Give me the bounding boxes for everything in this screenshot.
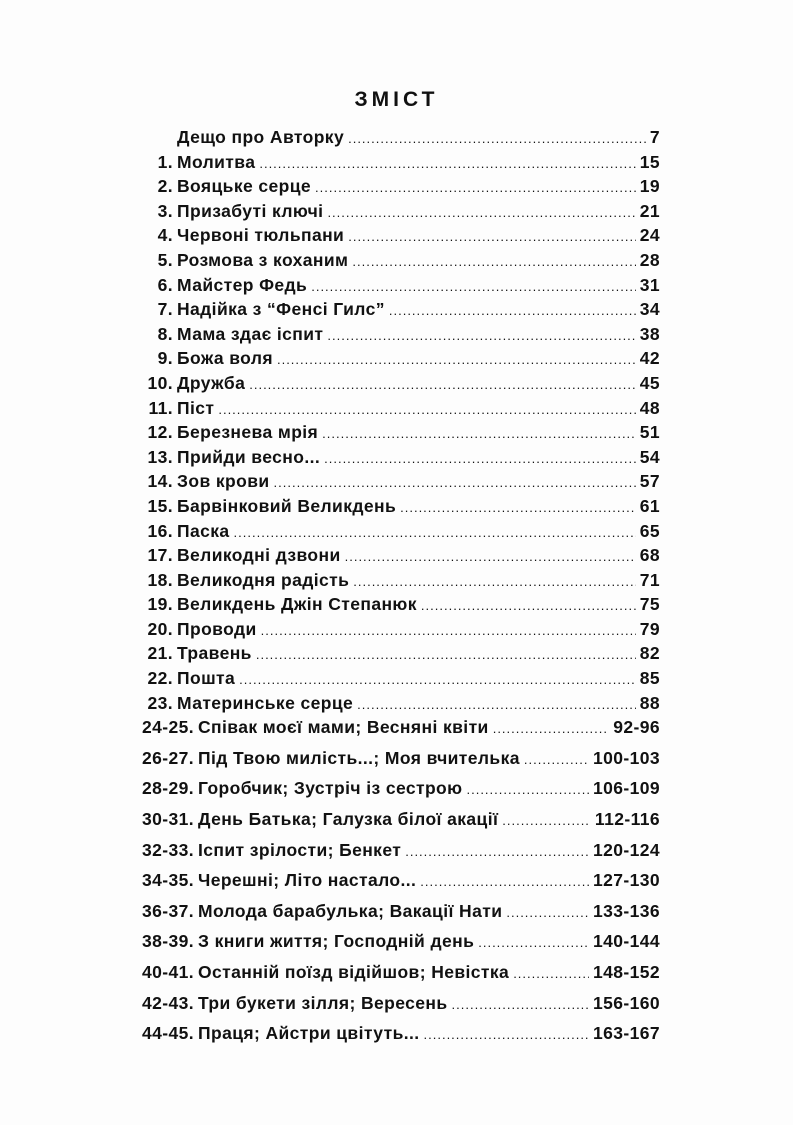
- toc-entries-combined: [130, 715, 660, 1052]
- toc-entry-page: 106-109: [592, 778, 660, 799]
- toc-entry-label: Паска: [177, 520, 230, 541]
- toc-entry-label: З книги життя; Господній день: [198, 931, 475, 952]
- toc-entry: [130, 991, 660, 1022]
- toc-entry-number: 10.: [147, 372, 173, 393]
- toc-entry-page: 68: [639, 545, 660, 566]
- toc-entry: [130, 273, 660, 298]
- toc-entry: [130, 746, 660, 777]
- dot-leader: [506, 901, 589, 925]
- toc-entry: [130, 519, 660, 544]
- toc-entry-number: 36-37.: [141, 900, 194, 921]
- toc-entry: [130, 371, 660, 396]
- toc-entry-page: 42: [639, 348, 660, 369]
- toc-entry: [130, 807, 660, 838]
- toc-entry-number: 30-31.: [141, 809, 194, 830]
- toc-entry: [130, 396, 660, 421]
- toc-entry-page: 31: [639, 274, 660, 295]
- toc-entry-label: Зов крови: [177, 471, 270, 492]
- dot-leader: [311, 275, 636, 299]
- toc-entry: [130, 174, 660, 199]
- toc-entry: [130, 248, 660, 273]
- dot-leader: [478, 931, 589, 955]
- toc-entry-label: Черешні; Літо настало...: [198, 870, 417, 891]
- toc-entry-number: 34-35.: [141, 870, 194, 891]
- toc-entry: [130, 715, 660, 746]
- toc-entry-number: 11.: [148, 397, 173, 418]
- toc-entry-page: 54: [639, 446, 660, 467]
- toc-entry-label: Призабуті ключі: [177, 200, 324, 221]
- toc-entry-number: 20.: [147, 618, 173, 639]
- toc-entry-label: Під Твою милість...; Моя вчителька: [198, 747, 520, 768]
- toc-entry-number: 4.: [157, 225, 173, 246]
- toc-entry: [130, 776, 660, 807]
- toc-entry-number: 28-29.: [141, 778, 194, 799]
- toc-entry-label: Майстер Федь: [177, 274, 308, 295]
- toc-entry: [130, 543, 660, 568]
- toc-entry-number: 23.: [147, 692, 173, 713]
- toc-entry-page: 112-116: [594, 809, 660, 830]
- toc-entry-page: 65: [639, 520, 660, 541]
- toc-entry-label: Молитва: [177, 151, 256, 172]
- toc-entry-number: 42-43.: [141, 992, 194, 1013]
- toc-entry-label: Співак моєї мами; Весняні квіти: [198, 717, 489, 738]
- dot-leader: [348, 127, 646, 151]
- toc-entry: [130, 199, 660, 224]
- dot-leader: [502, 809, 591, 833]
- toc-entry-label: Вояцьке серце: [177, 176, 312, 197]
- toc-entry-label: Пошта: [177, 668, 236, 689]
- toc-entries: [130, 150, 660, 716]
- toc-entry-number: 21.: [147, 643, 173, 664]
- toc-entry: [130, 1021, 660, 1052]
- toc-entry-label: Великодня радість: [177, 569, 350, 590]
- toc-entry: [130, 899, 660, 930]
- table-of-contents: [130, 125, 660, 1052]
- toc-entry-label: Божа воля: [177, 348, 273, 369]
- toc-entry-label: Останній поїзд відійшов; Невістка: [198, 962, 510, 982]
- toc-entry: [130, 223, 660, 248]
- toc-entry-label: Молода барабулька; Вакації Нати: [198, 900, 503, 921]
- dot-leader: [256, 643, 636, 667]
- dot-leader: [400, 496, 636, 520]
- toc-entry-number: 22.: [147, 668, 173, 689]
- toc-entry-number: 16.: [147, 520, 173, 541]
- toc-entry-number: 12.: [147, 422, 173, 443]
- toc-entry-page: 34: [639, 299, 660, 320]
- toc-entry-number: 3.: [157, 200, 173, 221]
- dot-leader: [524, 748, 589, 772]
- dot-leader: [352, 250, 635, 274]
- toc-entry-number: 44-45.: [141, 1023, 194, 1044]
- toc-entry-page: 133-136: [592, 900, 660, 921]
- toc-entry-page: 100-103: [592, 747, 660, 768]
- toc-entry-number: 40-41.: [141, 962, 194, 982]
- toc-entry-label: Мама здає іспит: [177, 323, 324, 344]
- toc-entry-number: 9.: [157, 348, 173, 369]
- toc-entry: [130, 346, 660, 371]
- toc-entry: [130, 666, 660, 691]
- toc-entry-page: 88: [639, 692, 660, 713]
- dot-leader: [357, 693, 636, 717]
- dot-leader: [405, 840, 589, 864]
- toc-entry-page: 24: [639, 225, 660, 246]
- toc-entry-number: 17.: [147, 545, 173, 566]
- dot-leader: [274, 471, 636, 495]
- page-title: ЗМІСТ: [354, 88, 439, 111]
- toc-entry-label: Іспит зрілости; Бенкет: [198, 839, 402, 860]
- dot-leader: [315, 176, 636, 200]
- toc-entry-label: Дружба: [177, 372, 246, 393]
- toc-entry-number: 1.: [157, 151, 173, 172]
- toc-entry-label: Великдень Джін Степанюк: [177, 594, 417, 615]
- toc-entry-page: 92-96: [613, 717, 660, 738]
- toc-entry-page: 127-130: [592, 870, 660, 891]
- toc-entry-page: 51: [639, 422, 660, 443]
- toc-entry-page: 79: [639, 618, 660, 639]
- dot-leader: [452, 993, 589, 1017]
- dot-leader: [513, 962, 589, 986]
- toc-entry: [130, 838, 660, 869]
- toc-entry-label: Три букети зілля; Вересень: [198, 992, 448, 1013]
- toc-entry-page: 140-144: [592, 931, 660, 952]
- dot-leader: [249, 373, 636, 397]
- toc-entry-page: 45: [639, 372, 660, 393]
- toc-entry: [130, 592, 660, 617]
- toc-entry-number: 18.: [147, 569, 173, 590]
- toc-entry-intro: [130, 125, 660, 150]
- toc-entry-label: Горобчик; Зустріч із сестрою: [198, 778, 463, 799]
- dot-leader: [420, 870, 589, 894]
- toc-entry-page: 48: [639, 397, 660, 418]
- toc-entry-page: 163-167: [592, 1023, 660, 1044]
- toc-entry: [130, 494, 660, 519]
- toc-entry-label: Праця; Айстри цвітуть...: [198, 1023, 420, 1044]
- toc-entry-label: Березнева мрія: [177, 422, 319, 443]
- toc-entry-number: 19.: [147, 594, 173, 615]
- toc-entry: [130, 960, 660, 991]
- toc-entry-label: Дещо про Авторку: [177, 127, 345, 147]
- toc-entry-label: Проводи: [177, 618, 257, 639]
- toc-entry: [130, 420, 660, 445]
- toc-entry-number: 7.: [157, 299, 173, 320]
- dot-leader: [421, 594, 636, 618]
- dot-leader: [277, 348, 636, 372]
- toc-entry-page: 82: [639, 643, 660, 664]
- dot-leader: [493, 717, 610, 741]
- dot-leader: [424, 1023, 589, 1047]
- toc-entry-page: 7: [649, 127, 660, 147]
- toc-entry-label: Прийди весно...: [177, 446, 321, 467]
- dot-leader: [389, 299, 636, 323]
- toc-entry-label: Розмова з коханим: [177, 249, 349, 270]
- toc-entry: [130, 469, 660, 494]
- toc-entry-page: 120-124: [592, 839, 660, 860]
- toc-entry-page: 61: [639, 495, 660, 516]
- toc-entry-number: 8.: [157, 323, 173, 344]
- toc-entry-page: 19: [639, 176, 660, 197]
- dot-leader: [218, 398, 635, 422]
- toc-entry-number: 6.: [157, 274, 173, 295]
- toc-entry: [130, 322, 660, 347]
- toc-entry-page: 75: [639, 594, 660, 615]
- toc-entry-number: 24-25.: [141, 717, 194, 738]
- toc-entry-label: Надійка з “Фенсі Гилс”: [177, 299, 385, 320]
- toc-entry-number: 5.: [157, 249, 173, 270]
- dot-leader: [322, 422, 636, 446]
- toc-entry-number: 26-27.: [141, 747, 194, 768]
- toc-entry-page: 71: [639, 569, 660, 590]
- toc-entry: [130, 445, 660, 470]
- toc-entry: [130, 150, 660, 175]
- toc-entry: [130, 297, 660, 322]
- dot-leader: [261, 619, 636, 643]
- toc-entry-page: 57: [639, 471, 660, 492]
- toc-entry-label: Материнське серце: [177, 692, 354, 713]
- toc-entry-page: 21: [639, 200, 660, 221]
- toc-entry-label: Червоні тюльпани: [177, 225, 345, 246]
- toc-entry: [130, 868, 660, 899]
- toc-entry-page: 15: [639, 151, 660, 172]
- dot-leader: [353, 570, 635, 594]
- toc-entry: [130, 691, 660, 716]
- toc-entry-number: 15.: [147, 495, 173, 516]
- toc-entry-label: Піст: [177, 397, 215, 418]
- toc-entry-label: День Батька; Галузка білої акації: [198, 809, 499, 830]
- toc-entry-label: Травень: [177, 643, 252, 664]
- dot-leader: [327, 201, 635, 225]
- toc-entry: [130, 617, 660, 642]
- dot-leader: [345, 545, 636, 569]
- toc-entry-number: 32-33.: [141, 839, 194, 860]
- toc-entry-number: 14.: [147, 471, 173, 492]
- toc-entry: [130, 641, 660, 666]
- dot-leader: [234, 521, 636, 545]
- toc-entry-page: 148-152: [592, 962, 660, 982]
- dot-leader: [466, 778, 588, 802]
- toc-entry: [130, 929, 660, 960]
- toc-entry: [130, 568, 660, 593]
- dot-leader: [259, 152, 635, 176]
- toc-entry-page: 28: [639, 249, 660, 270]
- dot-leader: [324, 447, 636, 471]
- toc-entry-number: 2.: [157, 176, 173, 197]
- dot-leader: [348, 225, 636, 249]
- toc-entry-page: 38: [639, 323, 660, 344]
- toc-entry-page: 156-160: [592, 992, 660, 1013]
- toc-entry-number: 13.: [147, 446, 173, 467]
- toc-entry-label: Барвінковий Великдень: [177, 495, 397, 516]
- toc-entry-label: Великодні дзвони: [177, 545, 341, 566]
- toc-entry-page: 85: [639, 668, 660, 689]
- toc-entry-number: 38-39.: [141, 931, 194, 952]
- dot-leader: [239, 668, 636, 692]
- dot-leader: [327, 324, 635, 348]
